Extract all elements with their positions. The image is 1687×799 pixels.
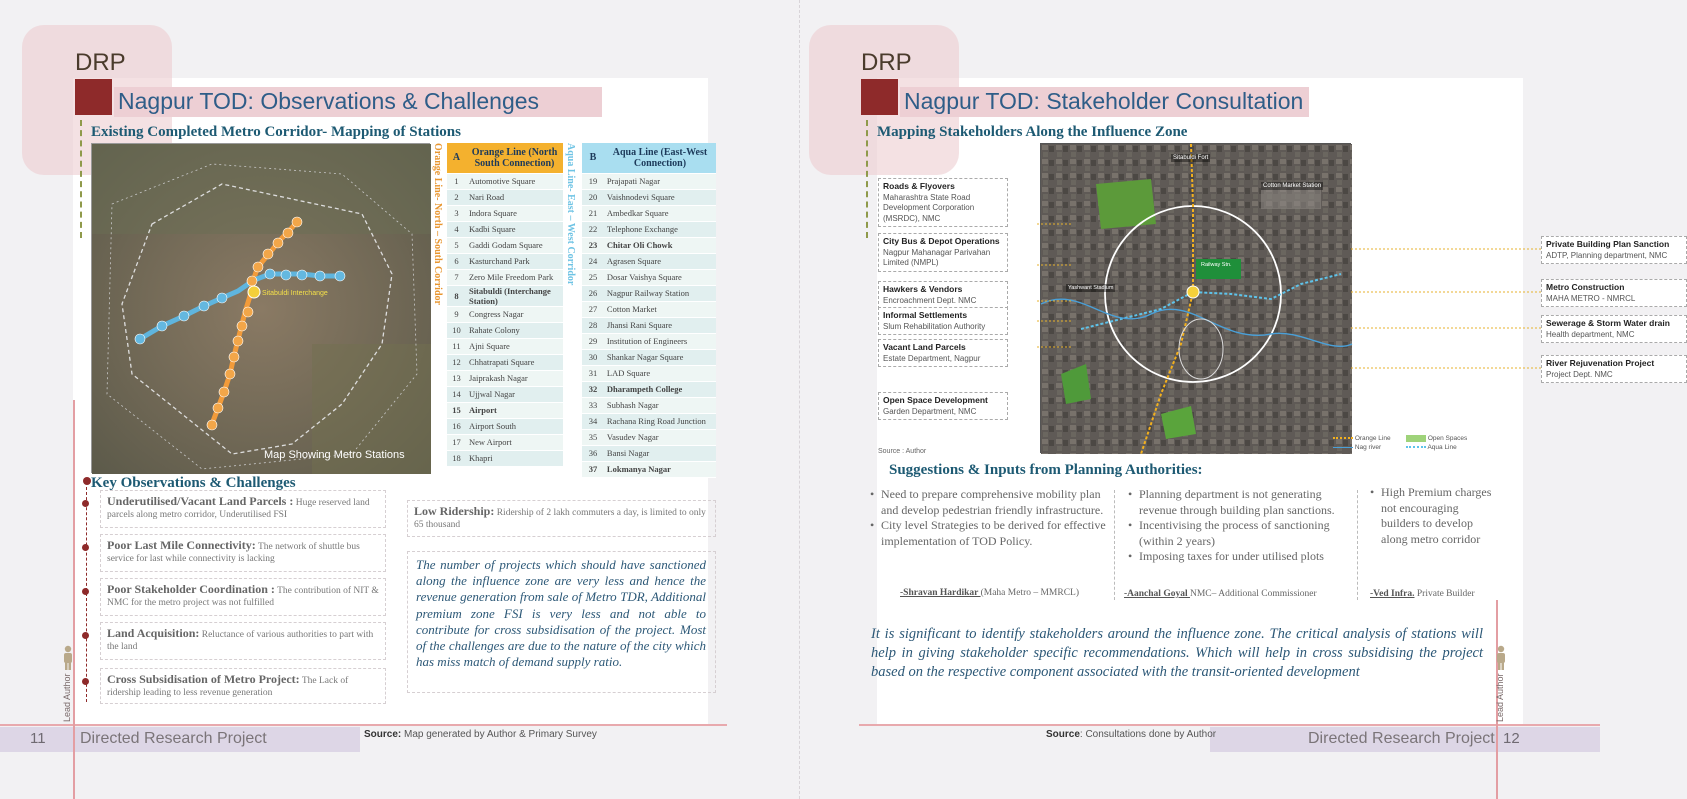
lead-author-label: Lead Author bbox=[1495, 673, 1505, 722]
map-graphic bbox=[92, 144, 431, 474]
station-number: 16 bbox=[447, 418, 466, 434]
station-number: 30 bbox=[582, 349, 604, 365]
table-row bbox=[582, 333, 716, 349]
section-heading-metro: Existing Completed Metro Corridor- Mapping of Stations bbox=[91, 124, 461, 140]
citation-2-name: -Aanchal Goyal bbox=[1124, 589, 1190, 599]
table-row bbox=[447, 173, 563, 189]
station-name: Airport South bbox=[466, 418, 563, 434]
source-text: Map generated by Author & Primary Survey bbox=[401, 729, 597, 740]
citation-1 bbox=[900, 588, 1079, 598]
footer-line bbox=[0, 724, 727, 726]
connector-lines bbox=[1005, 150, 1535, 450]
stakeholder-role: Open Space Development bbox=[883, 395, 988, 405]
source-label: Source: bbox=[364, 729, 402, 740]
station-number: 8 bbox=[447, 285, 466, 306]
page-title: Nagpur TOD: Observations & Challenges bbox=[118, 88, 540, 114]
stakeholder-role: Roads & Flyovers bbox=[883, 181, 955, 191]
stakeholder-box bbox=[878, 178, 1008, 227]
table-row bbox=[447, 450, 563, 466]
title-marker bbox=[861, 79, 898, 115]
page-number: 12 bbox=[1503, 730, 1520, 747]
citation-3 bbox=[1370, 589, 1475, 599]
map-label-stadium: Yashwant Stadium bbox=[1068, 285, 1114, 291]
aqua-line-vertical-label: Aqua Line- East – West Corridor bbox=[565, 143, 576, 286]
station-name: Nari Road bbox=[466, 189, 563, 205]
stakeholder-role: Sewerage & Storm Water drain bbox=[1546, 318, 1670, 328]
table-row bbox=[582, 317, 716, 333]
station-name: New Airport bbox=[466, 434, 563, 450]
observation-text: Huge reserved land parcels along metro corridor, Underutilised FSI bbox=[107, 498, 370, 520]
station-number: 37 bbox=[582, 461, 604, 477]
observation-heading: Underutilised/Vacant Land Parcels : bbox=[107, 494, 294, 508]
citation-3-role: Private Builder bbox=[1414, 589, 1475, 599]
station-number: 21 bbox=[582, 205, 604, 221]
suggestion-item: • City level Strategies to be derived for effective implementation of TOD Policy. bbox=[870, 518, 1110, 549]
conclusion-text: It is significant to identify stakeholders around the influence zone. The critical analysis of stations will help in giving stakeholder specific recommendations. Which will help in cross subsidising the project based on the respective component associated with the transit-oriented development bbox=[871, 626, 1483, 680]
map-legend bbox=[1333, 434, 1403, 452]
stakeholder-authority: Health department, NMC bbox=[1546, 329, 1635, 339]
legend-aqua-text: Aqua Line bbox=[1427, 444, 1457, 451]
stakeholder-box bbox=[1541, 279, 1687, 307]
station-number: 5 bbox=[447, 237, 466, 253]
station-number: 18 bbox=[447, 450, 466, 466]
station-name: Institution of Engineers bbox=[604, 333, 716, 349]
observation-bullet bbox=[82, 588, 89, 595]
source-text: : Consultations done by Author bbox=[1079, 729, 1217, 740]
person-icon bbox=[61, 645, 75, 671]
line-name: Orange Line (North South Connection) bbox=[466, 143, 563, 173]
station-name: Khapri bbox=[466, 450, 563, 466]
stakeholder-box bbox=[1541, 315, 1687, 343]
station-number: 29 bbox=[582, 333, 604, 349]
observation-text: Reluctance of various authorities to part with the land bbox=[107, 630, 374, 652]
observation-bullet bbox=[82, 500, 89, 507]
stakeholder-box bbox=[1541, 355, 1687, 383]
table-row bbox=[447, 370, 563, 386]
table-row bbox=[582, 253, 716, 269]
table-row bbox=[582, 205, 716, 221]
station-number: 17 bbox=[447, 434, 466, 450]
observation-box bbox=[100, 490, 386, 528]
footer-title: Directed Research Project bbox=[1308, 730, 1495, 747]
stakeholder-role: Hawkers & Vendors bbox=[883, 284, 963, 294]
observation-text: The network of shuttle bus service for last while connectivity is lacking bbox=[107, 542, 360, 564]
station-number: 22 bbox=[582, 221, 604, 237]
legend-orange-swatch bbox=[1333, 437, 1353, 439]
observation-box bbox=[100, 578, 386, 616]
stakeholder-role: Metro Construction bbox=[1546, 282, 1625, 292]
table-row bbox=[582, 429, 716, 445]
table-row bbox=[447, 253, 563, 269]
station-number: 32 bbox=[582, 381, 604, 397]
station-number: 24 bbox=[582, 253, 604, 269]
map-label-fort: Sitabuldi Fort bbox=[1173, 155, 1209, 161]
station-number: 12 bbox=[447, 354, 466, 370]
table-row bbox=[582, 397, 716, 413]
station-number: 3 bbox=[447, 205, 466, 221]
section-heading-suggestions: Suggestions & Inputs from Planning Authorities: bbox=[889, 462, 1203, 478]
legend-nag-river bbox=[1333, 443, 1403, 452]
aqua-line-station-table bbox=[582, 143, 716, 478]
analysis-text: The number of projects which should have sanctioned along the influence zone are very less and hence the revenue generation from sale of Metro TDR, Additional premium zone FSI is very less and not able to contribute for cross subsidisation of the project. Most of the challenges are due to the nature of the city which has miss match of demand supply ratio. bbox=[416, 557, 706, 670]
table-row bbox=[582, 285, 716, 301]
citation-2 bbox=[1124, 589, 1317, 599]
station-number: 26 bbox=[582, 285, 604, 301]
low-ridership-text: Ridership of 2 lakh commuters a day, is limited to only 65 thousand bbox=[414, 508, 706, 530]
table-row bbox=[447, 418, 563, 434]
orange-line-vertical-label: Orange Line- North – South Corridor bbox=[432, 143, 443, 305]
line-name: Aqua Line (East-West Connection) bbox=[604, 143, 716, 173]
stakeholder-authority: Maharashtra State Road Development Corporation (MSRDC), NMC bbox=[883, 192, 975, 223]
stakeholder-authority: Slum Rehabilitation Authority bbox=[883, 321, 986, 331]
station-number: 7 bbox=[447, 269, 466, 285]
source-label: Source bbox=[1046, 729, 1080, 740]
observation-text: The contribution of NIT & NMC for the metro project was not fulfilled bbox=[107, 586, 379, 608]
stakeholder-role: Private Building Plan Sanction bbox=[1546, 239, 1670, 249]
table-row bbox=[447, 285, 563, 306]
observation-box bbox=[100, 622, 386, 660]
table-row bbox=[447, 354, 563, 370]
table-row bbox=[582, 269, 716, 285]
lead-author-label: Lead Author bbox=[62, 673, 72, 722]
station-name: Lokmanya Nagar bbox=[604, 461, 716, 477]
table-row bbox=[447, 434, 563, 450]
table-row bbox=[582, 221, 716, 237]
suggestion-item: • Need to prepare comprehensive mobility plan and develop pedestrian friendly infrastructure. bbox=[870, 487, 1110, 518]
table-row bbox=[447, 237, 563, 253]
observation-heading: Cross Subsidisation of Metro Project: bbox=[107, 672, 300, 686]
table-row bbox=[582, 349, 716, 365]
station-number: 31 bbox=[582, 365, 604, 381]
table-row bbox=[582, 461, 716, 477]
brand-label: DRP bbox=[75, 49, 126, 76]
station-name: Rahate Colony bbox=[466, 322, 563, 338]
table-row bbox=[582, 301, 716, 317]
station-number: 33 bbox=[582, 397, 604, 413]
station-number: 14 bbox=[447, 386, 466, 402]
footer-line bbox=[859, 724, 1600, 726]
orange-line-station-table bbox=[447, 143, 563, 467]
station-name: Shankar Nagar Square bbox=[604, 349, 716, 365]
observation-bullet bbox=[82, 632, 89, 639]
stakeholder-box bbox=[878, 339, 1008, 367]
stakeholder-box bbox=[878, 281, 1008, 309]
citation-1-name: -Shravan Hardikar bbox=[900, 588, 981, 598]
station-name: Zero Mile Freedom Park bbox=[466, 269, 563, 285]
suggestion-item: • Imposing taxes for under utilised plots bbox=[1128, 549, 1353, 565]
section-heading-observations: Key Observations & Challenges bbox=[91, 475, 296, 491]
station-name: Jhansi Rani Square bbox=[604, 317, 716, 333]
legend-aqua-swatch bbox=[1406, 446, 1426, 448]
table-row bbox=[447, 205, 563, 221]
table-row bbox=[447, 221, 563, 237]
accent-line bbox=[80, 120, 82, 238]
station-number: 34 bbox=[582, 413, 604, 429]
station-name: Indora Square bbox=[466, 205, 563, 221]
table-row bbox=[447, 269, 563, 285]
map-caption: Map Showing Metro Stations bbox=[264, 449, 405, 461]
station-name: Subhash Nagar bbox=[604, 397, 716, 413]
citation-2-role: NMC– Additional Commissioner bbox=[1189, 589, 1317, 599]
citation-3-name: -Ved Infra. bbox=[1370, 589, 1415, 599]
line-code: B bbox=[582, 143, 604, 173]
legend-orange-text: Orange Line bbox=[1354, 435, 1391, 442]
station-number: 25 bbox=[582, 269, 604, 285]
station-number: 11 bbox=[447, 338, 466, 354]
station-name: Nagpur Railway Station bbox=[604, 285, 716, 301]
station-name: Kadbi Square bbox=[466, 221, 563, 237]
legend-river-text: Nag river bbox=[1354, 444, 1382, 451]
stakeholder-authority: Estate Department, Nagpur bbox=[883, 353, 981, 363]
station-name: Automotive Square bbox=[466, 173, 563, 189]
station-name: Airport bbox=[466, 402, 563, 418]
station-name: Cotton Market bbox=[604, 301, 716, 317]
column-divider bbox=[1357, 490, 1358, 600]
page-number: 11 bbox=[30, 730, 46, 747]
station-number: 9 bbox=[447, 306, 466, 322]
page-title: Nagpur TOD: Stakeholder Consultation bbox=[904, 88, 1304, 114]
observation-box bbox=[100, 534, 386, 572]
table-row bbox=[582, 189, 716, 205]
station-name: Vasudev Nagar bbox=[604, 429, 716, 445]
accent-line bbox=[866, 120, 868, 238]
station-name: Bansi Nagar bbox=[604, 445, 716, 461]
station-name: Ambedkar Square bbox=[604, 205, 716, 221]
stakeholder-authority: Garden Department, NMC bbox=[883, 406, 977, 416]
station-name: Vaishnodevi Square bbox=[604, 189, 716, 205]
map-label-cotton-market: Cotton Market Station bbox=[1263, 183, 1322, 189]
table-row bbox=[447, 386, 563, 402]
table-row bbox=[582, 237, 716, 253]
stakeholder-role: Informal Settlements bbox=[883, 310, 968, 320]
station-number: 36 bbox=[582, 445, 604, 461]
station-name: LAD Square bbox=[604, 365, 716, 381]
page-11 bbox=[0, 0, 800, 799]
station-name: Gaddi Godam Square bbox=[466, 237, 563, 253]
station-name: Jaiprakash Nagar bbox=[466, 370, 563, 386]
station-number: 23 bbox=[582, 237, 604, 253]
observation-bullet bbox=[82, 678, 89, 685]
metro-station-map bbox=[91, 143, 430, 473]
legend-open-text: Open Spaces bbox=[1427, 435, 1468, 442]
citation-1-role: (Maha Metro – MMRCL) bbox=[980, 588, 1080, 598]
table-row bbox=[582, 365, 716, 381]
stakeholder-authority: ADTP, Planning department, NMC bbox=[1546, 250, 1668, 260]
observation-heading: Land Acquisition: bbox=[107, 626, 200, 640]
station-number: 13 bbox=[447, 370, 466, 386]
table-row bbox=[582, 445, 716, 461]
stakeholder-authority: Project Dept. NMC bbox=[1546, 369, 1613, 379]
person-icon bbox=[1494, 645, 1508, 671]
suggestion-item: • Incentivising the process of sanctioning (within 2 years) bbox=[1128, 518, 1353, 549]
page-12 bbox=[800, 0, 1670, 799]
table-row bbox=[582, 173, 716, 189]
legend-river-swatch bbox=[1333, 447, 1353, 448]
station-name: Ajni Square bbox=[466, 338, 563, 354]
station-name: Dosar Vaishya Square bbox=[604, 269, 716, 285]
station-number: 4 bbox=[447, 221, 466, 237]
low-ridership-box bbox=[407, 500, 716, 537]
suggestions-column-3 bbox=[1370, 485, 1500, 547]
brand-label: DRP bbox=[861, 49, 912, 76]
stakeholder-role: River Rejuvenation Project bbox=[1546, 358, 1655, 368]
station-number: 15 bbox=[447, 402, 466, 418]
section-bullet bbox=[83, 477, 91, 485]
table-header bbox=[582, 143, 716, 173]
station-number: 2 bbox=[447, 189, 466, 205]
suggestion-item: • High Premium charges not encouraging builders to develop along metro corridor bbox=[1370, 485, 1500, 547]
stakeholder-box bbox=[878, 233, 1008, 272]
legend-open-spaces bbox=[1406, 434, 1476, 443]
table-row bbox=[582, 381, 716, 397]
stakeholder-role: Vacant Land Parcels bbox=[883, 342, 966, 352]
station-name: Kasturchand Park bbox=[466, 253, 563, 269]
observation-heading: Poor Last Mile Connectivity: bbox=[107, 538, 256, 552]
table-row bbox=[582, 413, 716, 429]
source-note bbox=[1046, 729, 1216, 740]
station-number: 28 bbox=[582, 317, 604, 333]
observation-bullet bbox=[82, 544, 89, 551]
station-number: 27 bbox=[582, 301, 604, 317]
legend-open-swatch bbox=[1406, 435, 1426, 442]
station-name: Ujjwal Nagar bbox=[466, 386, 563, 402]
station-number: 6 bbox=[447, 253, 466, 269]
stakeholder-box bbox=[878, 307, 1008, 335]
station-name: Telephone Exchange bbox=[604, 221, 716, 237]
map-source: Source : Author bbox=[878, 448, 927, 455]
stakeholder-box bbox=[1541, 236, 1687, 264]
source-note bbox=[364, 729, 597, 740]
stakeholder-authority: Encroachment Dept. NMC bbox=[883, 295, 977, 305]
observation-text: The Lack of ridership leading to less revenue generation bbox=[107, 676, 349, 698]
suggestions-column-1 bbox=[870, 487, 1110, 549]
stakeholder-role: City Bus & Depot Operations bbox=[883, 236, 1000, 246]
station-name: Chhatrapati Square bbox=[466, 354, 563, 370]
map-legend-2 bbox=[1406, 434, 1476, 452]
line-code: A bbox=[447, 143, 466, 173]
table-row bbox=[447, 306, 563, 322]
map-label-railway: Railway Stn. bbox=[1201, 262, 1232, 268]
station-name: Prajapati Nagar bbox=[604, 173, 716, 189]
title-marker bbox=[75, 79, 112, 115]
station-number: 10 bbox=[447, 322, 466, 338]
table-header bbox=[447, 143, 563, 173]
station-name: Agrasen Square bbox=[604, 253, 716, 269]
table-row bbox=[447, 402, 563, 418]
observation-box bbox=[100, 668, 386, 704]
observation-heading: Poor Stakeholder Coordination : bbox=[107, 582, 275, 596]
interchange-label: Sitabuldi Interchange bbox=[262, 290, 328, 297]
station-number: 19 bbox=[582, 173, 604, 189]
table-row bbox=[447, 322, 563, 338]
station-name: Sitabuldi (Interchange Station) bbox=[466, 285, 563, 306]
stakeholder-authority: Nagpur Mahanagar Parivahan Limited (NMPL) bbox=[883, 247, 991, 267]
suggestion-item: • Planning department is not generating revenue through building plan sanctions. bbox=[1128, 487, 1353, 518]
station-name: Congress Nagar bbox=[466, 306, 563, 322]
margin-line bbox=[73, 400, 75, 799]
station-name: Dharampeth College bbox=[604, 381, 716, 397]
station-number: 35 bbox=[582, 429, 604, 445]
table-row bbox=[447, 338, 563, 354]
station-number: 1 bbox=[447, 173, 466, 189]
station-name: Rachana Ring Road Junction bbox=[604, 413, 716, 429]
stakeholder-box bbox=[878, 392, 1008, 420]
legend-orange-line bbox=[1333, 434, 1403, 443]
station-name: Chitar Oli Chowk bbox=[604, 237, 716, 253]
suggestions-column-2 bbox=[1128, 487, 1353, 565]
legend-aqua-line bbox=[1406, 443, 1476, 452]
footer-title: Directed Research Project bbox=[80, 730, 267, 747]
station-number: 20 bbox=[582, 189, 604, 205]
table-row bbox=[447, 189, 563, 205]
low-ridership-heading: Low Ridership: bbox=[414, 504, 495, 518]
column-divider bbox=[1114, 490, 1115, 600]
section-heading-stakeholders: Mapping Stakeholders Along the Influence Zone bbox=[877, 124, 1188, 140]
stakeholder-authority: MAHA METRO - NMRCL bbox=[1546, 293, 1636, 303]
